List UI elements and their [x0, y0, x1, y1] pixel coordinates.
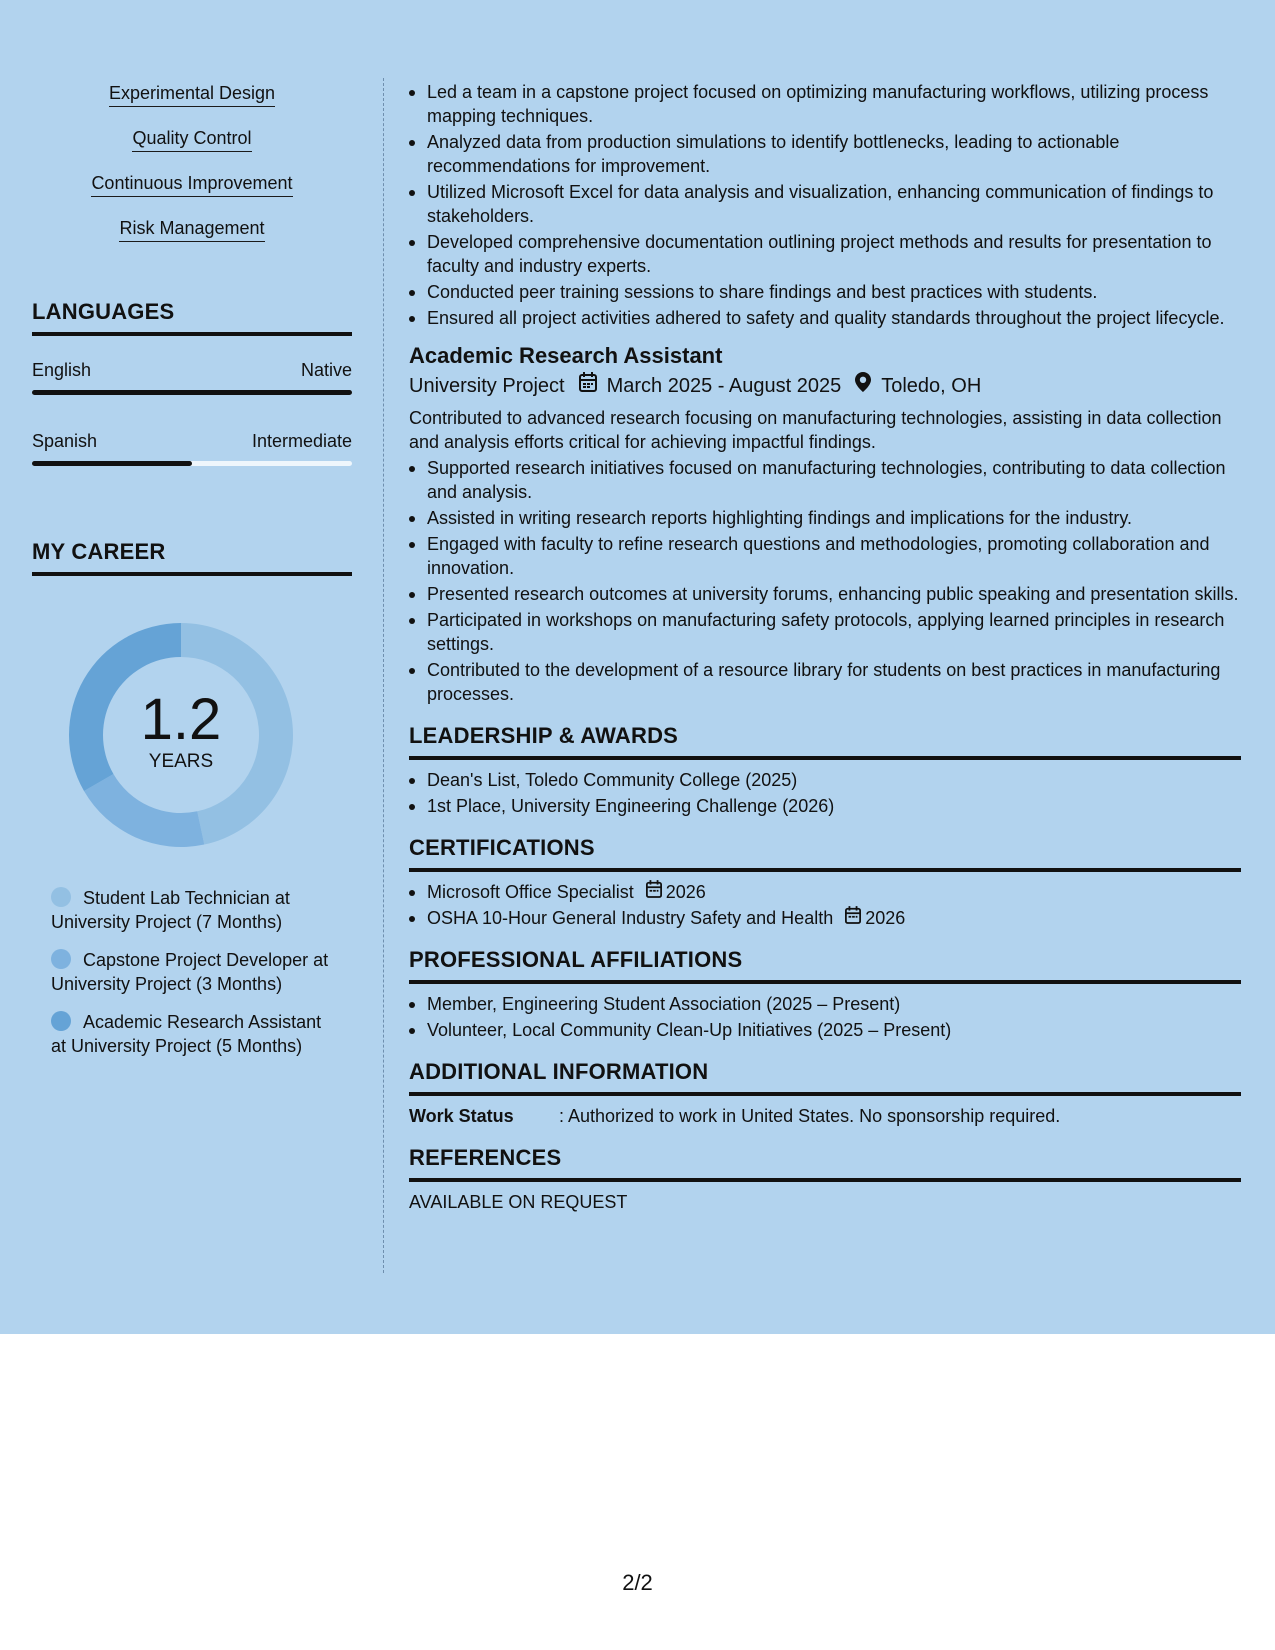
- language-bar: [32, 390, 352, 395]
- job-dates: March 2025 - August 2025: [606, 375, 842, 397]
- left-column: [32, 80, 352, 1072]
- award-item: Dean's List, Toledo Community College (2025): [409, 768, 1241, 792]
- career-total: 1.2: [140, 687, 222, 752]
- certification-name: OSHA 10-Hour General Industry Safety and Health: [427, 908, 834, 928]
- certification-item: [409, 906, 1241, 930]
- references-section: [409, 1144, 1241, 1214]
- donut-segment: [84, 774, 204, 847]
- job-bullets: [409, 456, 1241, 706]
- bullet-item: Participated in workshops on manufacturing safety protocols, applying learned principles in research settings.: [409, 608, 1241, 656]
- references-heading: REFERENCES: [409, 1144, 1241, 1182]
- certification-year: 2026: [665, 882, 706, 902]
- leadership-section: [409, 722, 1241, 818]
- location-pin-icon: [855, 372, 871, 400]
- bullet-item: Engaged with faculty to refine research questions and methodologies, promoting collaboration and innovation.: [409, 532, 1241, 580]
- career-section: [32, 538, 352, 1058]
- calendar-icon: [845, 906, 861, 930]
- leadership-heading: LEADERSHIP & AWARDS: [409, 722, 1241, 760]
- certifications-section: [409, 834, 1241, 930]
- job-title: Academic Research Assistant: [409, 343, 723, 368]
- language-item: [32, 429, 352, 466]
- career-donut-chart: [66, 620, 296, 850]
- bullet-item: Analyzed data from production simulations to identify bottlenecks, leading to actionable recommendations for improvement.: [409, 130, 1241, 178]
- job-description: Contributed to advanced research focusing on manufacturing technologies, assisting in data collection and analysis efforts critical for achieving impactful findings.: [409, 408, 1222, 452]
- affiliations-section: [409, 946, 1241, 1042]
- right-column: [409, 80, 1241, 1214]
- legend-item: [51, 1010, 341, 1058]
- bullet-item: Conducted peer training sessions to share findings and best practices with students.: [409, 280, 1241, 304]
- skill-item: Quality Control: [132, 125, 251, 152]
- job-company: University Project: [409, 375, 565, 397]
- job-location: Toledo, OH: [881, 375, 982, 397]
- prev-job-bullets: [409, 80, 1241, 330]
- page-number: 2/2: [622, 1570, 653, 1595]
- certification-item: [409, 880, 1241, 904]
- languages-heading: LANGUAGES: [32, 298, 352, 336]
- donut-center: [66, 687, 296, 774]
- legend-label: Academic Research Assistant at University Project (5 Months): [51, 1012, 322, 1056]
- language-bar-fill: [32, 461, 192, 466]
- affiliation-item: Volunteer, Local Community Clean-Up Initiatives (2025 – Present): [409, 1018, 1241, 1042]
- skills-list: [32, 80, 352, 260]
- calendar-icon: [646, 880, 662, 904]
- additional-info-section: [409, 1058, 1241, 1128]
- skill-item: Experimental Design: [109, 80, 275, 107]
- language-item: [32, 358, 352, 395]
- career-unit: YEARS: [148, 751, 214, 772]
- certification-name: Microsoft Office Specialist: [427, 882, 634, 902]
- language-level: Intermediate: [251, 431, 352, 451]
- bullet-item: Contributed to the development of a resource library for students on best practices in manufacturing processes.: [409, 658, 1241, 706]
- skill-item: Risk Management: [119, 215, 264, 242]
- bullet-item: Assisted in writing research reports highlighting findings and implications for the industry.: [409, 506, 1241, 530]
- language-bar-fill: [32, 390, 352, 395]
- work-status-value: : Authorized to work in United States. No sponsorship required.: [559, 1106, 1061, 1126]
- calendar-icon: [579, 372, 597, 400]
- bullet-item: Led a team in a capstone project focused on optimizing manufacturing workflows, utilizing process mapping techniques.: [409, 80, 1241, 128]
- language-name: English: [32, 360, 92, 380]
- certification-year: 2026: [865, 908, 906, 928]
- additional-info-heading: ADDITIONAL INFORMATION: [409, 1058, 1241, 1096]
- certifications-heading: CERTIFICATIONS: [409, 834, 1241, 872]
- legend-label: Capstone Project Developer at University Project (3 Months): [51, 950, 329, 994]
- work-status-row: [409, 1104, 1241, 1128]
- career-legend: [51, 886, 341, 1058]
- legend-item: [51, 948, 341, 996]
- language-name: Spanish: [32, 431, 98, 451]
- language-level: Native: [300, 360, 352, 380]
- column-divider: [383, 78, 384, 1273]
- work-status-label: Work Status: [409, 1106, 514, 1126]
- bullet-item: Utilized Microsoft Excel for data analysis and visualization, enhancing communication of findings to stakeholders.: [409, 180, 1241, 228]
- legend-dot: [51, 949, 71, 969]
- award-item: 1st Place, University Engineering Challenge (2026): [409, 794, 1241, 818]
- affiliations-heading: PROFESSIONAL AFFILIATIONS: [409, 946, 1241, 984]
- bullet-item: Presented research outcomes at university forums, enhancing public speaking and presentation skills.: [409, 582, 1241, 606]
- legend-dot: [51, 1011, 71, 1031]
- career-heading: MY CAREER: [32, 538, 352, 576]
- languages-section: [32, 298, 352, 466]
- bullet-item: Supported research initiatives focused on manufacturing technologies, contributing to data collection and analysis.: [409, 456, 1241, 504]
- affiliation-item: Member, Engineering Student Association (2025 – Present): [409, 992, 1241, 1016]
- legend-dot: [51, 887, 71, 907]
- legend-item: [51, 886, 341, 934]
- legend-label: Student Lab Technician at University Project (7 Months): [51, 888, 290, 932]
- references-text: AVAILABLE ON REQUEST: [409, 1192, 628, 1212]
- job-meta: [409, 372, 1241, 400]
- bullet-item: Developed comprehensive documentation outlining project methods and results for presentation to faculty and industry experts.: [409, 230, 1241, 278]
- language-bar: [32, 461, 352, 466]
- job-entry: [409, 342, 1241, 706]
- bullet-item: Ensured all project activities adhered to safety and quality standards throughout the project lifecycle.: [409, 306, 1241, 330]
- skill-item: Continuous Improvement: [91, 170, 292, 197]
